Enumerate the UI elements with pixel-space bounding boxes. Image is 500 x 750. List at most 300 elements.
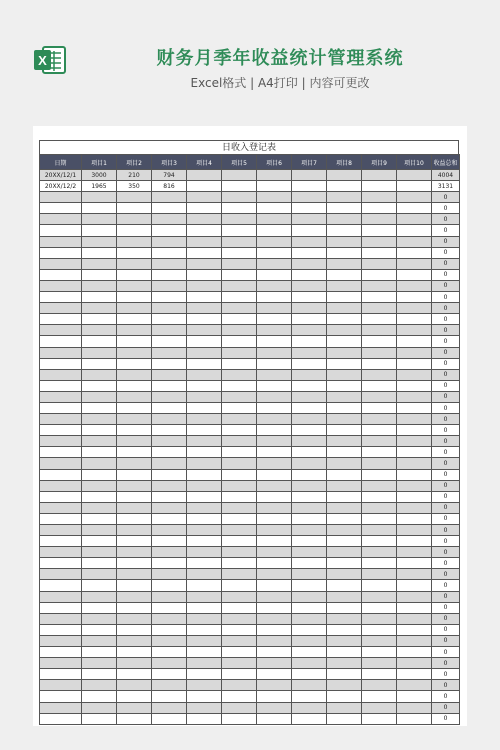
table-cell[interactable] <box>187 391 222 402</box>
table-cell[interactable] <box>222 214 257 225</box>
table-cell[interactable] <box>397 414 432 425</box>
table-cell[interactable] <box>222 269 257 280</box>
table-cell[interactable] <box>152 225 187 236</box>
table-cell[interactable] <box>397 236 432 247</box>
table-cell[interactable] <box>82 480 117 491</box>
table-cell[interactable] <box>362 691 397 702</box>
table-cell[interactable]: 0 <box>432 558 460 569</box>
table-cell[interactable]: 0 <box>432 358 460 369</box>
table-cell[interactable] <box>292 458 327 469</box>
table-cell[interactable] <box>82 303 117 314</box>
table-cell[interactable] <box>117 314 152 325</box>
table-cell[interactable] <box>117 280 152 291</box>
table-cell[interactable] <box>397 336 432 347</box>
table-cell[interactable] <box>257 658 292 669</box>
table-cell[interactable] <box>152 691 187 702</box>
table-cell[interactable] <box>397 380 432 391</box>
table-cell[interactable] <box>327 181 362 192</box>
table-cell[interactable] <box>327 702 362 713</box>
table-cell[interactable] <box>222 691 257 702</box>
table-cell[interactable] <box>82 680 117 691</box>
table-cell[interactable] <box>187 458 222 469</box>
table-cell[interactable] <box>82 691 117 702</box>
table-cell[interactable] <box>152 203 187 214</box>
table-cell[interactable] <box>327 336 362 347</box>
table-cell[interactable] <box>40 713 82 724</box>
table-cell[interactable] <box>222 613 257 624</box>
table-cell[interactable] <box>397 391 432 402</box>
table-cell[interactable] <box>397 447 432 458</box>
table-cell[interactable] <box>257 513 292 524</box>
table-cell[interactable] <box>82 214 117 225</box>
table-cell[interactable] <box>362 635 397 646</box>
table-cell[interactable] <box>397 513 432 524</box>
table-cell[interactable] <box>117 480 152 491</box>
table-cell[interactable] <box>187 369 222 380</box>
table-cell[interactable] <box>187 347 222 358</box>
table-cell[interactable] <box>82 713 117 724</box>
table-cell[interactable] <box>292 414 327 425</box>
table-cell[interactable] <box>152 391 187 402</box>
table-cell[interactable] <box>187 635 222 646</box>
table-cell[interactable] <box>187 181 222 192</box>
table-cell[interactable] <box>257 391 292 402</box>
table-cell[interactable] <box>117 591 152 602</box>
table-cell[interactable] <box>292 314 327 325</box>
table-cell[interactable] <box>222 680 257 691</box>
table-cell[interactable] <box>327 391 362 402</box>
table-cell[interactable] <box>397 635 432 646</box>
table-cell[interactable] <box>82 369 117 380</box>
table-cell[interactable] <box>82 358 117 369</box>
table-cell[interactable] <box>152 380 187 391</box>
table-cell[interactable] <box>40 314 82 325</box>
table-cell[interactable] <box>82 469 117 480</box>
table-cell[interactable] <box>222 491 257 502</box>
table-cell[interactable] <box>257 436 292 447</box>
table-cell[interactable] <box>397 558 432 569</box>
table-cell[interactable] <box>327 192 362 203</box>
table-cell[interactable]: 0 <box>432 647 460 658</box>
table-cell[interactable] <box>152 624 187 635</box>
table-cell[interactable] <box>187 280 222 291</box>
table-cell[interactable] <box>82 402 117 413</box>
table-cell[interactable] <box>82 347 117 358</box>
table-cell[interactable] <box>362 547 397 558</box>
table-cell[interactable] <box>222 192 257 203</box>
table-cell[interactable] <box>40 591 82 602</box>
table-cell[interactable]: 0 <box>432 536 460 547</box>
table-cell[interactable] <box>397 591 432 602</box>
table-cell[interactable] <box>257 447 292 458</box>
table-cell[interactable] <box>397 647 432 658</box>
table-cell[interactable] <box>152 358 187 369</box>
table-cell[interactable] <box>117 425 152 436</box>
table-cell[interactable] <box>152 502 187 513</box>
table-cell[interactable] <box>222 591 257 602</box>
table-cell[interactable] <box>327 635 362 646</box>
table-cell[interactable] <box>292 525 327 536</box>
table-cell[interactable] <box>362 525 397 536</box>
table-cell[interactable] <box>397 347 432 358</box>
table-cell[interactable] <box>327 624 362 635</box>
table-cell[interactable] <box>82 436 117 447</box>
table-cell[interactable] <box>257 258 292 269</box>
table-cell[interactable] <box>152 347 187 358</box>
table-cell[interactable] <box>397 547 432 558</box>
table-cell[interactable]: 0 <box>432 491 460 502</box>
table-cell[interactable] <box>117 336 152 347</box>
table-cell[interactable] <box>187 647 222 658</box>
table-cell[interactable] <box>397 314 432 325</box>
table-cell[interactable] <box>82 336 117 347</box>
table-cell[interactable] <box>362 303 397 314</box>
table-cell[interactable] <box>40 347 82 358</box>
table-cell[interactable]: 0 <box>432 580 460 591</box>
table-cell[interactable]: 0 <box>432 203 460 214</box>
table-cell[interactable]: 0 <box>432 702 460 713</box>
table-cell[interactable]: 0 <box>432 402 460 413</box>
table-cell[interactable]: 0 <box>432 713 460 724</box>
table-cell[interactable] <box>292 347 327 358</box>
table-cell[interactable] <box>397 536 432 547</box>
table-cell[interactable] <box>257 624 292 635</box>
table-cell[interactable] <box>397 358 432 369</box>
table-cell[interactable] <box>397 602 432 613</box>
table-cell[interactable] <box>117 702 152 713</box>
table-cell[interactable] <box>117 713 152 724</box>
table-cell[interactable] <box>362 203 397 214</box>
table-cell[interactable] <box>222 536 257 547</box>
table-cell[interactable] <box>82 280 117 291</box>
table-cell[interactable] <box>117 236 152 247</box>
table-cell[interactable] <box>187 292 222 303</box>
table-cell[interactable] <box>187 591 222 602</box>
table-cell[interactable] <box>292 447 327 458</box>
table-cell[interactable] <box>82 525 117 536</box>
table-cell[interactable] <box>40 502 82 513</box>
table-cell[interactable] <box>327 258 362 269</box>
table-cell[interactable] <box>327 647 362 658</box>
table-cell[interactable] <box>362 658 397 669</box>
table-cell[interactable]: 0 <box>432 602 460 613</box>
table-cell[interactable] <box>292 613 327 624</box>
table-cell[interactable] <box>117 691 152 702</box>
table-cell[interactable] <box>292 380 327 391</box>
table-cell[interactable] <box>152 192 187 203</box>
table-cell[interactable] <box>397 691 432 702</box>
table-cell[interactable] <box>327 569 362 580</box>
table-cell[interactable] <box>327 436 362 447</box>
table-cell[interactable] <box>327 269 362 280</box>
table-cell[interactable] <box>257 402 292 413</box>
table-cell[interactable]: 0 <box>432 269 460 280</box>
table-cell[interactable] <box>292 635 327 646</box>
table-cell[interactable] <box>40 647 82 658</box>
table-cell[interactable] <box>362 225 397 236</box>
table-cell[interactable] <box>187 258 222 269</box>
table-cell[interactable] <box>257 569 292 580</box>
table-cell[interactable] <box>40 513 82 524</box>
table-cell[interactable]: 0 <box>432 192 460 203</box>
table-cell[interactable] <box>362 269 397 280</box>
table-cell[interactable] <box>362 170 397 181</box>
table-cell[interactable] <box>222 247 257 258</box>
table-cell[interactable] <box>40 702 82 713</box>
table-cell[interactable] <box>117 513 152 524</box>
table-cell[interactable] <box>222 225 257 236</box>
table-cell[interactable] <box>152 680 187 691</box>
table-cell[interactable] <box>222 325 257 336</box>
table-cell[interactable]: 0 <box>432 502 460 513</box>
table-cell[interactable] <box>152 425 187 436</box>
table-cell[interactable]: 210 <box>117 170 152 181</box>
table-cell[interactable] <box>362 336 397 347</box>
table-cell[interactable]: 350 <box>117 181 152 192</box>
table-cell[interactable] <box>187 469 222 480</box>
table-cell[interactable] <box>152 369 187 380</box>
table-cell[interactable] <box>222 170 257 181</box>
table-cell[interactable] <box>187 269 222 280</box>
table-cell[interactable] <box>222 436 257 447</box>
table-cell[interactable] <box>292 713 327 724</box>
table-cell[interactable] <box>397 292 432 303</box>
table-cell[interactable] <box>292 292 327 303</box>
table-cell[interactable] <box>257 691 292 702</box>
table-cell[interactable] <box>222 635 257 646</box>
table-cell[interactable] <box>362 258 397 269</box>
table-cell[interactable] <box>257 247 292 258</box>
table-cell[interactable] <box>222 303 257 314</box>
table-cell[interactable] <box>397 247 432 258</box>
table-cell[interactable] <box>152 280 187 291</box>
table-cell[interactable] <box>187 491 222 502</box>
table-cell[interactable] <box>152 658 187 669</box>
table-cell[interactable] <box>82 491 117 502</box>
table-cell[interactable] <box>152 591 187 602</box>
table-cell[interactable] <box>187 247 222 258</box>
table-cell[interactable] <box>40 569 82 580</box>
table-cell[interactable] <box>327 380 362 391</box>
table-cell[interactable] <box>82 314 117 325</box>
table-cell[interactable] <box>257 314 292 325</box>
table-cell[interactable] <box>152 214 187 225</box>
table-cell[interactable] <box>292 624 327 635</box>
table-cell[interactable] <box>362 602 397 613</box>
table-cell[interactable] <box>292 247 327 258</box>
table-cell[interactable] <box>117 624 152 635</box>
table-cell[interactable] <box>82 502 117 513</box>
table-cell[interactable] <box>187 580 222 591</box>
table-cell[interactable] <box>362 325 397 336</box>
table-cell[interactable] <box>187 325 222 336</box>
table-cell[interactable] <box>117 569 152 580</box>
table-cell[interactable] <box>187 680 222 691</box>
table-cell[interactable] <box>257 502 292 513</box>
table-cell[interactable] <box>327 602 362 613</box>
table-cell[interactable] <box>292 658 327 669</box>
table-cell[interactable] <box>327 325 362 336</box>
table-cell[interactable] <box>362 369 397 380</box>
table-cell[interactable] <box>222 280 257 291</box>
table-cell[interactable] <box>397 502 432 513</box>
table-cell[interactable] <box>362 536 397 547</box>
table-cell[interactable] <box>327 358 362 369</box>
table-cell[interactable] <box>327 525 362 536</box>
table-cell[interactable] <box>40 192 82 203</box>
table-cell[interactable] <box>222 414 257 425</box>
table-cell[interactable] <box>187 402 222 413</box>
table-cell[interactable] <box>257 680 292 691</box>
table-cell[interactable] <box>82 702 117 713</box>
table-cell[interactable] <box>40 325 82 336</box>
table-cell[interactable] <box>327 691 362 702</box>
table-cell[interactable] <box>397 480 432 491</box>
table-cell[interactable] <box>40 658 82 669</box>
table-cell[interactable] <box>82 613 117 624</box>
table-cell[interactable] <box>362 447 397 458</box>
table-cell[interactable] <box>40 414 82 425</box>
table-cell[interactable] <box>257 369 292 380</box>
table-cell[interactable] <box>292 580 327 591</box>
table-cell[interactable] <box>222 358 257 369</box>
table-cell[interactable]: 0 <box>432 214 460 225</box>
table-cell[interactable] <box>292 358 327 369</box>
table-cell[interactable] <box>40 469 82 480</box>
table-cell[interactable] <box>397 280 432 291</box>
table-cell[interactable] <box>327 369 362 380</box>
table-cell[interactable] <box>117 203 152 214</box>
table-cell[interactable] <box>40 547 82 558</box>
table-cell[interactable]: 0 <box>432 525 460 536</box>
table-cell[interactable] <box>152 269 187 280</box>
table-cell[interactable] <box>397 425 432 436</box>
table-cell[interactable]: 0 <box>432 236 460 247</box>
table-cell[interactable] <box>257 358 292 369</box>
table-cell[interactable] <box>40 536 82 547</box>
table-cell[interactable] <box>397 369 432 380</box>
table-cell[interactable] <box>152 635 187 646</box>
table-cell[interactable] <box>362 558 397 569</box>
table-cell[interactable] <box>397 203 432 214</box>
table-cell[interactable] <box>292 680 327 691</box>
table-cell[interactable] <box>40 580 82 591</box>
table-cell[interactable] <box>187 314 222 325</box>
table-cell[interactable] <box>292 391 327 402</box>
table-cell[interactable] <box>257 170 292 181</box>
table-cell[interactable] <box>222 347 257 358</box>
table-cell[interactable] <box>397 170 432 181</box>
table-cell[interactable] <box>257 325 292 336</box>
table-cell[interactable] <box>152 458 187 469</box>
table-cell[interactable] <box>292 591 327 602</box>
table-cell[interactable] <box>152 491 187 502</box>
table-cell[interactable] <box>187 447 222 458</box>
table-cell[interactable] <box>397 624 432 635</box>
table-cell[interactable] <box>327 214 362 225</box>
table-cell[interactable] <box>257 602 292 613</box>
table-cell[interactable] <box>117 414 152 425</box>
table-cell[interactable] <box>152 525 187 536</box>
table-cell[interactable] <box>82 624 117 635</box>
table-cell[interactable] <box>82 458 117 469</box>
table-cell[interactable]: 20XX/12/1 <box>40 170 82 181</box>
table-cell[interactable] <box>292 647 327 658</box>
table-cell[interactable] <box>257 336 292 347</box>
table-cell[interactable] <box>292 325 327 336</box>
table-cell[interactable] <box>222 203 257 214</box>
table-cell[interactable]: 0 <box>432 258 460 269</box>
table-cell[interactable] <box>362 613 397 624</box>
table-cell[interactable] <box>152 447 187 458</box>
table-cell[interactable] <box>257 647 292 658</box>
table-cell[interactable]: 3000 <box>82 170 117 181</box>
table-cell[interactable] <box>40 280 82 291</box>
table-cell[interactable] <box>292 491 327 502</box>
table-cell[interactable] <box>117 458 152 469</box>
table-cell[interactable] <box>257 181 292 192</box>
table-cell[interactable] <box>362 358 397 369</box>
table-cell[interactable] <box>117 225 152 236</box>
table-cell[interactable] <box>82 269 117 280</box>
table-cell[interactable] <box>397 181 432 192</box>
table-cell[interactable] <box>152 613 187 624</box>
table-cell[interactable] <box>362 247 397 258</box>
table-cell[interactable] <box>362 513 397 524</box>
table-cell[interactable] <box>327 547 362 558</box>
table-cell[interactable] <box>117 502 152 513</box>
table-cell[interactable] <box>40 358 82 369</box>
table-cell[interactable] <box>117 347 152 358</box>
table-cell[interactable] <box>152 547 187 558</box>
table-cell[interactable] <box>327 347 362 358</box>
table-cell[interactable] <box>257 414 292 425</box>
table-cell[interactable] <box>152 336 187 347</box>
table-cell[interactable] <box>117 402 152 413</box>
table-cell[interactable]: 0 <box>432 369 460 380</box>
table-cell[interactable] <box>292 303 327 314</box>
table-cell[interactable] <box>187 691 222 702</box>
table-cell[interactable] <box>292 536 327 547</box>
table-cell[interactable] <box>152 469 187 480</box>
table-cell[interactable] <box>82 536 117 547</box>
table-cell[interactable] <box>40 258 82 269</box>
table-cell[interactable] <box>222 391 257 402</box>
table-cell[interactable]: 0 <box>432 613 460 624</box>
table-cell[interactable]: 816 <box>152 181 187 192</box>
table-cell[interactable] <box>187 425 222 436</box>
table-cell[interactable] <box>152 325 187 336</box>
table-cell[interactable] <box>82 602 117 613</box>
table-cell[interactable] <box>327 203 362 214</box>
table-cell[interactable]: 0 <box>432 280 460 291</box>
table-cell[interactable] <box>40 236 82 247</box>
table-cell[interactable] <box>222 181 257 192</box>
table-cell[interactable] <box>397 569 432 580</box>
table-cell[interactable] <box>82 513 117 524</box>
table-cell[interactable] <box>117 525 152 536</box>
table-cell[interactable] <box>187 602 222 613</box>
table-cell[interactable] <box>327 447 362 458</box>
table-cell[interactable] <box>40 436 82 447</box>
table-cell[interactable] <box>397 702 432 713</box>
table-cell[interactable] <box>257 458 292 469</box>
table-cell[interactable] <box>292 436 327 447</box>
table-cell[interactable] <box>327 580 362 591</box>
table-cell[interactable]: 0 <box>432 591 460 602</box>
table-cell[interactable] <box>292 192 327 203</box>
table-cell[interactable] <box>152 247 187 258</box>
